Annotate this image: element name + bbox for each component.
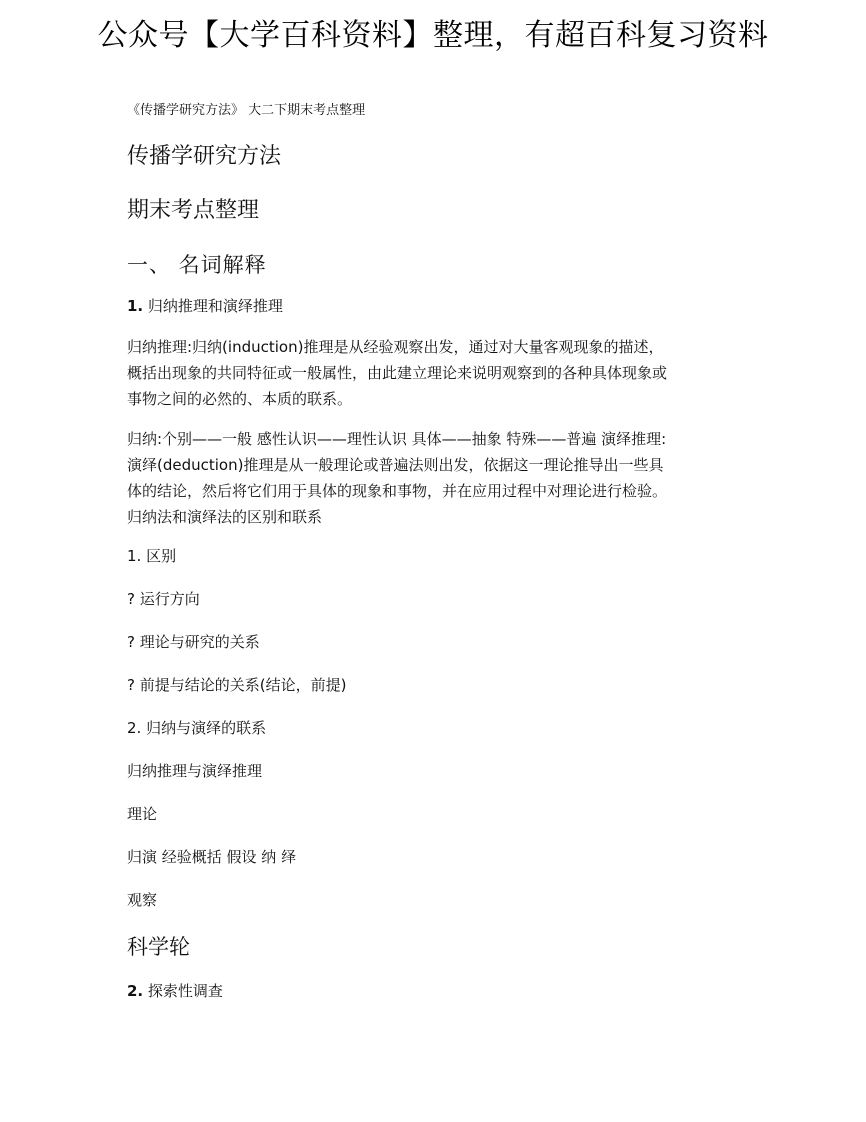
section-heading-terms: 一、 名词解释 [127,253,267,277]
item-label-1: 归纳推理和演绎推理 [147,297,283,315]
science-wheel-heading: 科学轮 [127,935,190,959]
paragraph-line: 归纳推理:归纳(induction)推理是从经验观察出发，通过对大量客观现象的描述， [127,338,664,356]
watermark-banner: 公众号【大学百科资料】整理，有超百科复习资料 [97,18,769,53]
document-title: 传播学研究方法 [127,144,282,169]
list-line-direction: ? 运行方向 [127,590,200,608]
document-subtitle: 期末考点整理 [127,198,260,223]
list-line-theory-research: ? 理论与研究的关系 [127,633,260,651]
document-caption: 《传播学研究方法》 大二下期末考点整理 [127,103,366,118]
paragraph-line: 演绎(deduction)推理是从一般理论或普遍法则出发，依据这一理论推导出一些具 [127,456,664,474]
list-line-observation: 观察 [127,891,158,909]
list-line-differences: 1. 区别 [127,547,177,565]
item-number-2: 2. [127,982,144,1000]
item-number-1: 1. [127,297,144,315]
document-body [127,100,767,1019]
list-line-premise-conclusion: ? 前提与结论的关系(结论，前提) [127,676,347,694]
item-label-2: 探索性调查 [147,982,223,1000]
list-line-connection: 2. 归纳与演绎的联系 [127,719,267,737]
paragraph-deduction [127,426,767,530]
list-line-theory: 理论 [127,805,158,823]
paragraph-induction [127,334,767,412]
paragraph-line: 概括出现象的共同特征或一般属性，由此建立理论来说明观察到的各种具体现象或 [127,364,668,382]
item-heading-1 [127,294,767,318]
paragraph-line: 事物之间的必然的、本质的联系。 [127,390,353,408]
list-line-generalization: 归演 经验概括 假设 纳 绎 [127,848,297,866]
item-heading-2 [127,979,767,1003]
paragraph-line: 归纳法和演绎法的区别和联系 [127,508,323,526]
paragraph-line: 体的结论，然后将它们用于具体的现象和事物，并在应用过程中对理论进行检验。 [127,482,668,500]
list-line-inference: 归纳推理与演绎推理 [127,762,263,780]
paragraph-line: 归纳:个别——一般 感性认识——理性认识 具体——抽象 特殊——普遍 演绎推理: [127,430,667,448]
